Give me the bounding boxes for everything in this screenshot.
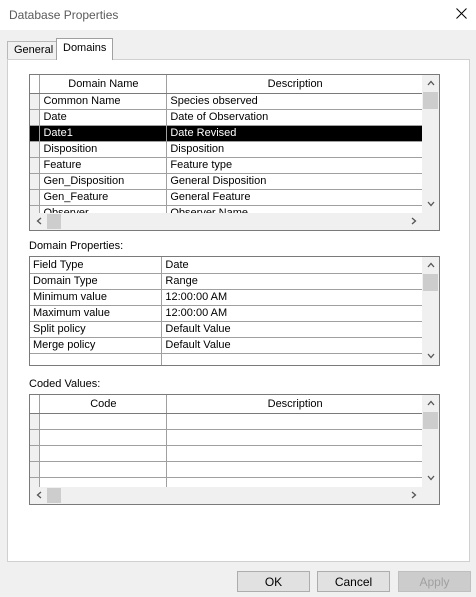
column-header-description[interactable]: Description: [167, 395, 424, 413]
domain-properties-grid[interactable]: [29, 256, 440, 366]
chevron-right-icon: [410, 216, 418, 228]
row-header-corner: [30, 395, 40, 413]
tab-label: Domains: [63, 42, 107, 54]
scroll-thumb[interactable]: [423, 412, 438, 429]
property-value-cell[interactable]: [162, 353, 424, 366]
scroll-thumb[interactable]: [47, 214, 61, 229]
property-row[interactable]: [30, 321, 424, 337]
column-header-description[interactable]: Description: [167, 75, 424, 93]
domain-row[interactable]: [30, 141, 424, 157]
scroll-down-button[interactable]: [422, 470, 439, 487]
domain-name-cell[interactable]: Date1: [40, 125, 167, 141]
property-name-cell: Maximum value: [30, 305, 162, 321]
domains-grid[interactable]: [29, 74, 440, 231]
property-row[interactable]: [30, 257, 424, 273]
scroll-up-button[interactable]: [422, 395, 439, 412]
property-value-cell[interactable]: Default Value: [162, 321, 424, 337]
window-title: Database Properties: [9, 8, 119, 22]
domain-name-cell[interactable]: Date: [40, 109, 167, 125]
coded-values-header-row: [30, 395, 424, 413]
property-name-cell: Split policy: [30, 321, 162, 337]
domain-description-cell[interactable]: Feature type: [167, 157, 424, 173]
property-name-cell: Domain Type: [30, 273, 162, 289]
property-row[interactable]: [30, 337, 424, 353]
chevron-left-icon: [35, 490, 43, 502]
row-header-corner: [30, 75, 40, 93]
property-value-cell[interactable]: Date: [162, 257, 424, 273]
scroll-right-button[interactable]: [405, 213, 422, 230]
property-row[interactable]: [30, 305, 424, 321]
domain-description-cell[interactable]: Date Revised: [167, 125, 424, 141]
domain-description-cell[interactable]: Date of Observation: [167, 109, 424, 125]
chevron-down-icon: [427, 351, 435, 363]
coded-value-row[interactable]: [30, 429, 424, 445]
domain-name-cell[interactable]: Disposition: [40, 141, 167, 157]
property-value-cell[interactable]: Default Value: [162, 337, 424, 353]
domain-row[interactable]: [30, 109, 424, 125]
properties-vertical-scrollbar[interactable]: [422, 257, 439, 365]
coded-horizontal-scrollbar[interactable]: [30, 487, 439, 504]
property-name-cell: [30, 353, 162, 366]
domain-row[interactable]: [30, 157, 424, 173]
property-row[interactable]: [30, 289, 424, 305]
domain-name-cell[interactable]: Feature: [40, 157, 167, 173]
domain-description-cell[interactable]: General Disposition: [167, 173, 424, 189]
code-cell[interactable]: [40, 445, 167, 461]
property-name-cell: Merge policy: [30, 337, 162, 353]
row-selector[interactable]: [30, 125, 40, 141]
coded-value-row[interactable]: [30, 413, 424, 429]
domain-description-cell[interactable]: Species observed: [167, 93, 424, 109]
tab-domains[interactable]: [56, 38, 113, 60]
domain-row[interactable]: [30, 189, 424, 205]
row-selector[interactable]: [30, 93, 40, 109]
code-description-cell[interactable]: [167, 445, 424, 461]
domain-row[interactable]: [30, 93, 424, 109]
row-selector[interactable]: [30, 413, 40, 429]
domain-name-cell[interactable]: Common Name: [40, 93, 167, 109]
coded-value-row[interactable]: [30, 461, 424, 477]
scroll-right-button[interactable]: [405, 487, 422, 504]
scroll-left-button[interactable]: [30, 487, 47, 504]
property-name-cell: Field Type: [30, 257, 162, 273]
coded-values-grid[interactable]: [29, 394, 440, 505]
domain-description-cell[interactable]: Disposition: [167, 141, 424, 157]
code-cell[interactable]: [40, 413, 167, 429]
domain-name-cell[interactable]: Gen_Feature: [40, 189, 167, 205]
tab-label: General: [14, 44, 54, 56]
row-selector[interactable]: [30, 429, 40, 445]
cancel-button[interactable]: Cancel: [317, 571, 390, 592]
chevron-left-icon: [35, 216, 43, 228]
row-selector[interactable]: [30, 157, 40, 173]
scroll-thumb[interactable]: [47, 488, 61, 503]
scroll-thumb[interactable]: [423, 92, 438, 109]
code-description-cell[interactable]: [167, 413, 424, 429]
ok-button[interactable]: OK: [237, 571, 310, 592]
scroll-up-button[interactable]: [422, 75, 439, 92]
scroll-down-button[interactable]: [422, 196, 439, 213]
domains-header-row: [30, 75, 424, 93]
row-selector[interactable]: [30, 141, 40, 157]
scroll-up-button[interactable]: [422, 257, 439, 274]
property-name-cell: Minimum value: [30, 289, 162, 305]
row-selector[interactable]: [30, 109, 40, 125]
chevron-up-icon: [427, 398, 435, 410]
property-value-cell[interactable]: Range: [162, 273, 424, 289]
property-value-cell[interactable]: 12:00:00 AM: [162, 305, 424, 321]
close-button[interactable]: [446, 0, 476, 30]
property-row[interactable]: [30, 273, 424, 289]
row-selector[interactable]: [30, 445, 40, 461]
domains-horizontal-scrollbar[interactable]: [30, 213, 439, 230]
domain-properties-label: Domain Properties:: [29, 240, 124, 252]
row-selector[interactable]: [30, 461, 40, 477]
domain-name-cell[interactable]: Gen_Disposition: [40, 173, 167, 189]
scroll-down-button[interactable]: [422, 348, 439, 365]
title-bar: [0, 0, 476, 30]
chevron-up-icon: [427, 78, 435, 90]
tab-general[interactable]: [7, 41, 60, 59]
apply-button[interactable]: Apply: [398, 571, 471, 592]
property-value-cell[interactable]: 12:00:00 AM: [162, 289, 424, 305]
domain-row[interactable]: [30, 125, 424, 141]
code-description-cell[interactable]: [167, 461, 424, 477]
close-icon: [456, 8, 467, 22]
chevron-right-icon: [410, 490, 418, 502]
domain-row[interactable]: [30, 173, 424, 189]
row-selector[interactable]: [30, 173, 40, 189]
code-description-cell[interactable]: [167, 429, 424, 445]
chevron-down-icon: [427, 199, 435, 211]
column-header-code[interactable]: Code: [40, 395, 167, 413]
coded-value-row[interactable]: [30, 445, 424, 461]
domain-description-cell[interactable]: General Feature: [167, 189, 424, 205]
scroll-thumb[interactable]: [423, 274, 438, 291]
column-header-domain-name[interactable]: Domain Name: [40, 75, 167, 93]
scroll-left-button[interactable]: [30, 213, 47, 230]
row-selector[interactable]: [30, 189, 40, 205]
domains-vertical-scrollbar[interactable]: [422, 75, 439, 213]
coded-vertical-scrollbar[interactable]: [422, 395, 439, 487]
property-row[interactable]: [30, 353, 424, 366]
code-cell[interactable]: [40, 429, 167, 445]
chevron-down-icon: [427, 473, 435, 485]
code-cell[interactable]: [40, 461, 167, 477]
chevron-up-icon: [427, 260, 435, 272]
coded-values-label: Coded Values:: [29, 378, 101, 390]
